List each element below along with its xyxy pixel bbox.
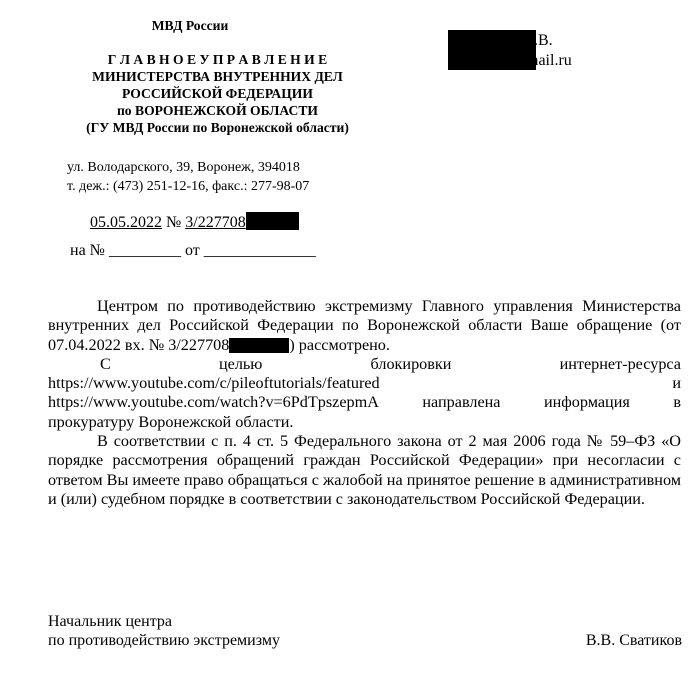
word: информация	[543, 393, 630, 412]
outgoing-number: 3/227708	[185, 214, 246, 231]
paragraph-text-tail: ) рассмотрено.	[289, 335, 390, 354]
text-line	[48, 355, 681, 374]
signer-title-line: по противодействию экстремизму	[48, 632, 280, 649]
agency-letterhead	[20, 51, 415, 136]
agency-line: РОССИЙСКОЙ ФЕДЕРАЦИИ	[122, 86, 313, 101]
paragraph-appeal-rights: В соответствии с п. 4 ст. 5 Федерального закона от 2 мая 2006 года № 59–ФЗ «О порядке рассмотрения обращений граждан Российской Федерации» при несогласии с ответом Вы имеете право обращаться с жалобой на принятое решение в административном и (или) судебном порядке в соответствии с законодательством Российской Федерации.	[48, 432, 681, 508]
url-channel: https://www.youtube.com/c/pileoftutorials/featured	[48, 374, 380, 393]
reply-date-label: от	[184, 242, 200, 259]
word: в	[673, 393, 681, 412]
agency-line: по ВОРОНЕЖСКОЙ ОБЛАСТИ	[116, 103, 319, 118]
outgoing-date: 05.05.2022	[90, 214, 162, 231]
url-video: https://www.youtube.com/watch?v=6PdTpszepmA	[48, 393, 379, 412]
word: блокировки	[370, 354, 452, 373]
letter-body	[48, 297, 681, 509]
recipient-email: mail.ru	[526, 52, 572, 69]
reply-num-blank: _________	[108, 242, 181, 259]
outgoing-num-sign: №	[166, 214, 182, 231]
agency-address: ул. Володарского, 39, Воронеж, 394018	[67, 160, 300, 175]
word: и	[672, 374, 681, 393]
paragraph-review	[48, 297, 681, 355]
word: направлена	[422, 393, 501, 412]
word: интернет-ресурса	[559, 354, 681, 373]
text-line	[48, 393, 681, 412]
word: С	[100, 354, 111, 373]
text-line	[48, 374, 681, 393]
agency-phones: т. деж.: (473) 251-12-16, факс.: 277-98-07	[67, 179, 310, 194]
text-line: прокуратуру Воронежской области.	[48, 412, 294, 431]
outgoing-reference	[90, 212, 299, 233]
paragraph-text: Центром по противодействию экстремизму Главного управления Министерства внутренних дел Российской Федерации по Воронежской области Ваше обращение (от 07.04.2022 вх. № 3/227708	[48, 297, 681, 354]
redaction-block	[246, 212, 299, 230]
agency-line: МИНИСТЕРСТВА ВНУТРЕННИХ ДЕЛ	[92, 69, 343, 84]
signature-block	[48, 612, 682, 650]
redaction-block	[229, 338, 289, 353]
redaction-block	[448, 30, 536, 70]
agency-contacts	[67, 158, 407, 196]
word: целью	[218, 354, 263, 373]
reply-num-label: на №	[70, 242, 105, 259]
recipient-name: .В.	[534, 32, 553, 49]
agency-short-name: МВД России	[151, 18, 229, 33]
paragraph-blocking	[48, 355, 681, 432]
agency-line: (ГУ МВД России по Воронежской области)	[86, 120, 349, 135]
signer-name: В.В. Сватиков	[585, 632, 682, 649]
reply-reference	[70, 241, 316, 261]
reply-date-blank: ______________	[203, 242, 316, 259]
signer-row	[48, 631, 682, 650]
recipient-block	[448, 30, 588, 74]
agency-line: Г Л А В Н О Е У П Р А В Л Е Н И Е	[107, 52, 328, 67]
signer-title-line: Начальник центра	[48, 613, 172, 630]
